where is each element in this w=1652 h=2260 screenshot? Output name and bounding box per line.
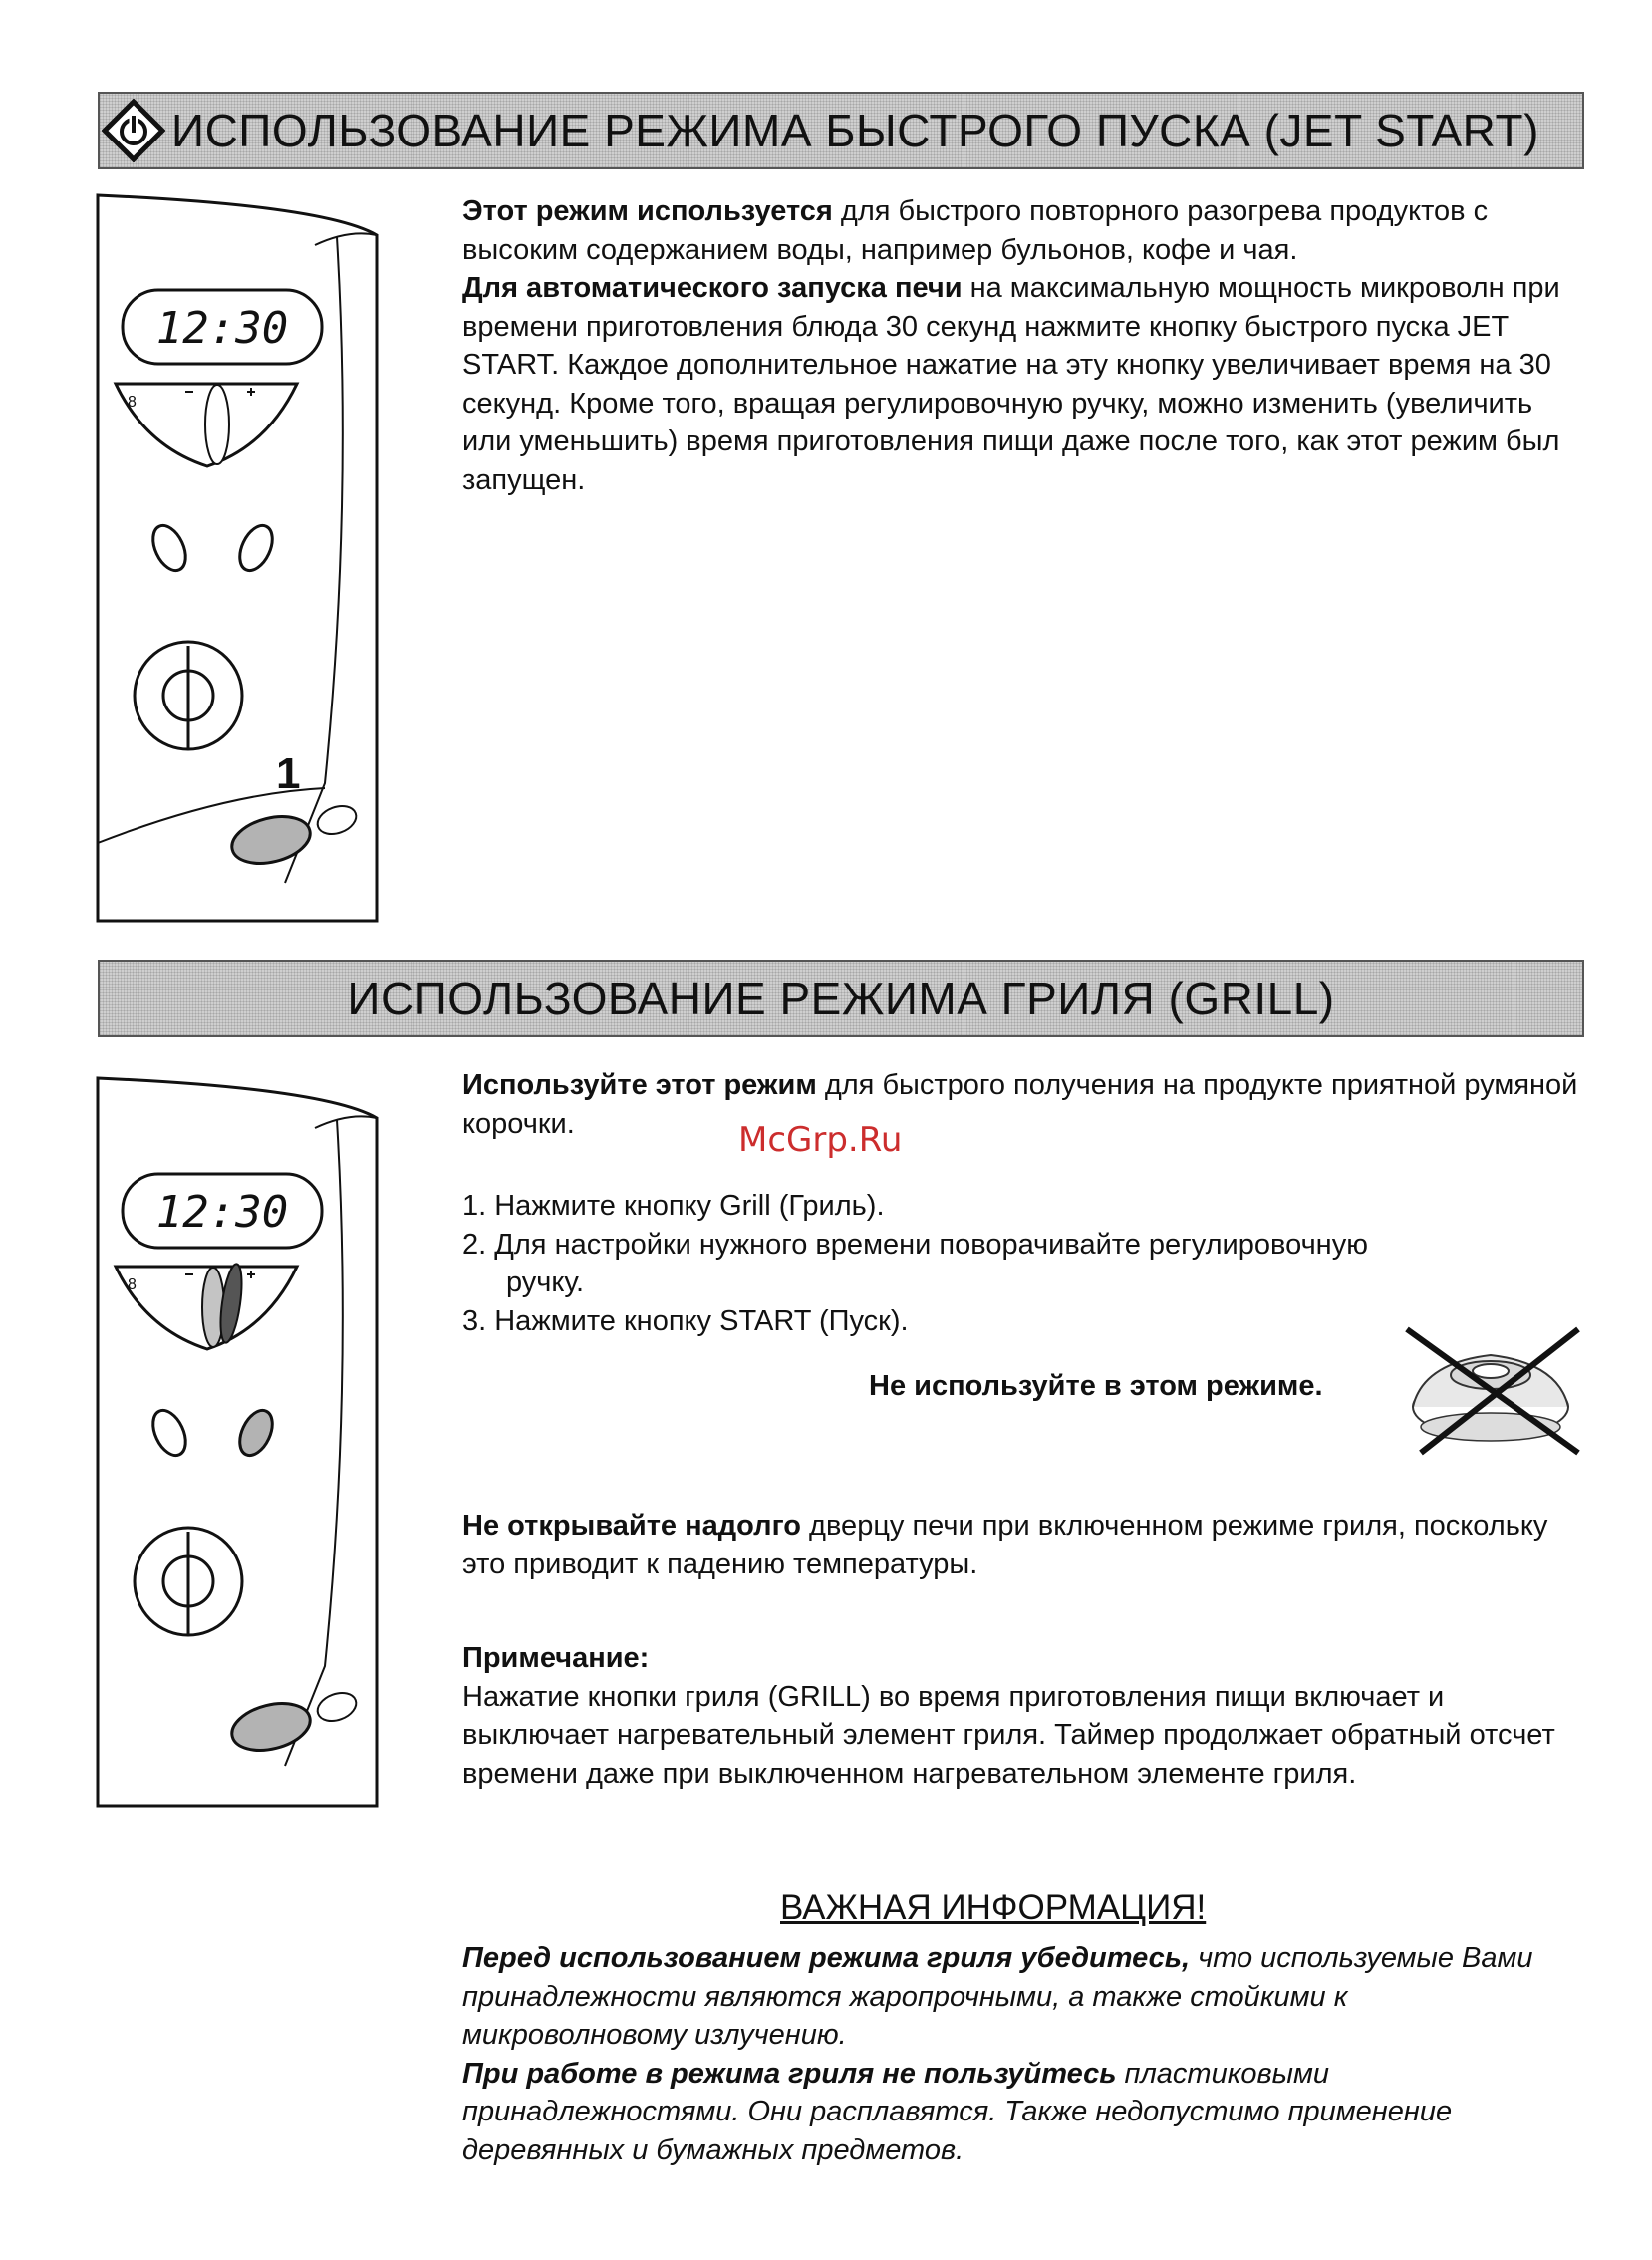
important-info — [462, 1939, 1578, 2169]
grill-note — [462, 1639, 1578, 1793]
para-lead: Используйте этот режим — [462, 1069, 817, 1101]
para-text: дверцу печи при включенном режиме гриля, поскольку это приводит к падению температуры. — [462, 1510, 1548, 1580]
para-text: для быстрого повторного разогрева продуктов с высоким содержанием воды, например бульонов, кофе и чая. — [462, 195, 1489, 266]
section-title: ИСПОЛЬЗОВАНИЕ РЕЖИМА БЫСТРОГО ПУСКА (JET START) — [171, 105, 1539, 156]
svg-text:8: 8 — [128, 394, 137, 411]
note-heading: Примечание: — [462, 1642, 650, 1674]
display-time: 12:30 — [155, 1187, 289, 1238]
para-text: пластиковыми принадлежностями. Они расплавятся. Также недопустимо применение деревянных и бумажных предметов. — [462, 2057, 1453, 2166]
control-panel-illustration — [96, 185, 391, 933]
dont-use-warning: Не используйте в этом режиме. — [869, 1370, 1323, 1402]
step-item: 2. Для настройки нужного времени поворачивайте регулировочную — [462, 1228, 1368, 1261]
dial-indicator — [205, 385, 229, 464]
display-time: 12:30 — [155, 303, 289, 354]
grill-steps — [462, 1187, 1578, 1340]
para-lead: Перед использованием режима гриля убедитесь, — [462, 1942, 1191, 1974]
control-panel-illustration — [96, 1068, 391, 1818]
para-lead: Не открывайте надолго — [462, 1510, 801, 1542]
crossed-out-crisp-plate-icon — [1403, 1323, 1582, 1457]
para-lead: Этот режим используется — [462, 195, 833, 227]
grill-banner — [98, 960, 1584, 1037]
para-lead: Для автоматического запуска печи — [462, 272, 963, 304]
svg-text:8: 8 — [128, 1276, 137, 1293]
jet-start-description — [462, 192, 1578, 499]
section-title: ИСПОЛЬЗОВАНИЕ РЕЖИМА ГРИЛЯ (GRILL) — [347, 973, 1335, 1024]
jet-start-icon — [102, 99, 165, 162]
grill-intro — [462, 1066, 1578, 1143]
step-number: 1 — [276, 749, 301, 798]
para-text: для быстрого получения на продукте приятной румяной корочки. — [462, 1069, 1578, 1140]
para-lead: При работе в режима гриля не пользуйтесь — [462, 2057, 1117, 2090]
step-item: 1. Нажмите кнопку Grill (Гриль). — [462, 1190, 885, 1222]
para-text: что используемые Вами принадлежности являются жаропрочными, а также стойкими к микроволновому излучению. — [462, 1942, 1533, 2051]
jet-start-banner — [98, 92, 1584, 169]
step-item: ручку. — [506, 1267, 585, 1298]
watermark: McGrp.Ru — [738, 1120, 903, 1160]
note-text: Нажатие кнопки гриля (GRILL) во время приготовления пищи включает и выключает нагревательный элемент гриля. Таймер продолжает обратный отсчет времени даже при выключенном нагревательном элементе гриля. — [462, 1680, 1555, 1790]
step-item: 3. Нажмите кнопку START (Пуск). — [462, 1304, 909, 1337]
door-warning — [462, 1507, 1578, 1583]
important-heading: ВАЖНАЯ ИНФОРМАЦИЯ! — [780, 1888, 1207, 1927]
para-text: на максимальную мощность микроволн при времени приготовления блюда 30 секунд нажмите кнопку быстрого пуска JET START. Каждое дополнительное нажатие на эту кнопку увеличивает время на 30 секунд. Кроме того, вращая регулировочную ручку, можно изменить (увеличить или уменьшить) время приготовления пищи даже после того, как этот режим был запущен. — [462, 272, 1560, 496]
